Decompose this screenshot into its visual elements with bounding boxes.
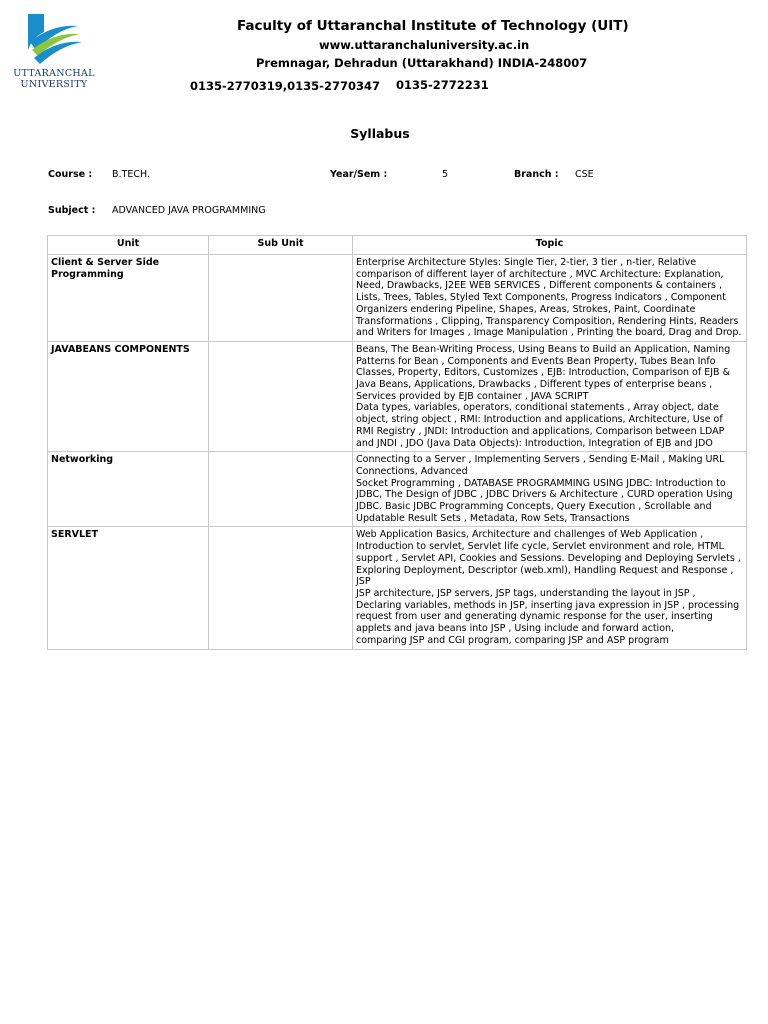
topic-cell: Beans, The Bean-Writing Process, Using Beans to Build an Application, Naming Patterns for Bean , Components and Events Bean Property, Tubes Bean Info Classes, Property, Editors, Customizes , EJB: Introduction, Comparison of EJB & Java Beans, Applications, Drawbacks , Different types of enterprise beans , Services provided by EJB container , JAVA SCRIPT Data types, variables, operators, conditional statements , Array object, date object, string object , RMI: Introduction and applications, Architecture, Use of RMI Registry , JNDI: Introduction and applications, Comparison between LDAP and JNDI , JDO (Java Data Objects): Introduction, Integration of EJB and JDO — [353, 341, 747, 451]
unit-cell: Networking — [48, 452, 209, 527]
institute-name: Faculty of Uttaranchal Institute of Technology (UIT) — [237, 18, 629, 34]
column-header-unit: Unit — [48, 236, 209, 255]
column-header-sub-unit: Sub Unit — [209, 236, 353, 255]
course-label: Course : — [48, 169, 93, 180]
university-logo — [10, 12, 100, 92]
course-value: B.TECH. — [112, 169, 150, 180]
table-row — [48, 341, 747, 451]
subject-label: Subject : — [48, 205, 96, 216]
table-row — [48, 255, 747, 342]
branch-label: Branch : — [514, 169, 559, 180]
sub-unit-cell — [209, 452, 353, 527]
table-row — [48, 452, 747, 527]
unit-cell: SERVLET — [48, 527, 209, 649]
unit-cell: JAVABEANS COMPONENTS — [48, 341, 209, 451]
logo-text-line2: UNIVERSITY — [20, 79, 88, 90]
sub-unit-cell — [209, 255, 353, 342]
logo-text-line1: UTTARANCHAL — [13, 68, 95, 79]
year-sem-value: 5 — [442, 169, 449, 180]
unit-cell: Client & Server Side Programming — [48, 255, 209, 342]
topic-cell: Connecting to a Server , Implementing Servers , Sending E-Mail , Making URL Connections, Advanced Socket Programming , DATABASE PROGRAMMING USING JDBC: Introduction to JDBC, The Design of JDBC , JDBC Drivers & Architecture , CURD operation Using JDBC. Basic JDBC Programming Concepts, Query Execution , Scrollable and Updatable Result Sets , Metadata, Row Sets, Transactions — [353, 452, 747, 527]
subject-value: ADVANCED JAVA PROGRAMMING — [112, 205, 266, 216]
address: Premnagar, Dehradun (Uttarakhand) INDIA-248007 — [256, 56, 588, 70]
sub-unit-cell — [209, 527, 353, 649]
topic-cell: Web Application Basics, Architecture and challenges of Web Application , Introduction to servlet, Servlet life cycle, Servlet environment and role, HTML support , Servlet API, Cookies and Sessions. Developing and Deploying Servlets , Exploring Deployment, Descriptor (web.xml), Handling Request and Response , JSP JSP architecture, JSP servers, JSP tags, understanding the layout in JSP , Declaring variables, methods in JSP, inserting java expression in JSP , processing request from user and generating dynamic response for the user, inserting applets and java beans into JSP , Using include and forward action, comparing JSP and CGI program, comparing JSP and ASP program — [353, 527, 747, 649]
column-header-topic: Topic — [353, 236, 747, 255]
phone-numbers-primary: 0135-2770319,0135-2770347 — [190, 79, 380, 93]
phone-number-secondary: 0135-2772231 — [396, 78, 489, 92]
table-header-row — [48, 236, 747, 255]
topic-cell: Enterprise Architecture Styles: Single Tier, 2-tier, 3 tier , n-tier, Relative comparison of different layer of architecture , MVC Architecture: Explanation, Need, Drawbacks, J2EE WEB SERVICES , Different components & containers , Lists, Trees, Tables, Styled Text Components, Progress Indicators , Component Organizers endering Pipeline, Shapes, Areas, Strokes, Paint, Coordinate Transformations , Clipping, Transparency Composition, Rendering Hints, Readers and Writers for Images , Image Manipulation , Printing the board, Drag and Drop. — [353, 255, 747, 342]
branch-value: CSE — [575, 169, 594, 180]
year-sem-label: Year/Sem : — [330, 169, 388, 180]
logo-swoosh-icon — [22, 12, 86, 68]
sub-unit-cell — [209, 341, 353, 451]
table-row — [48, 527, 747, 649]
page-title: Syllabus — [350, 126, 410, 141]
syllabus-table — [47, 235, 747, 650]
website-link[interactable]: www.uttaranchaluniversity.ac.in — [319, 38, 530, 52]
